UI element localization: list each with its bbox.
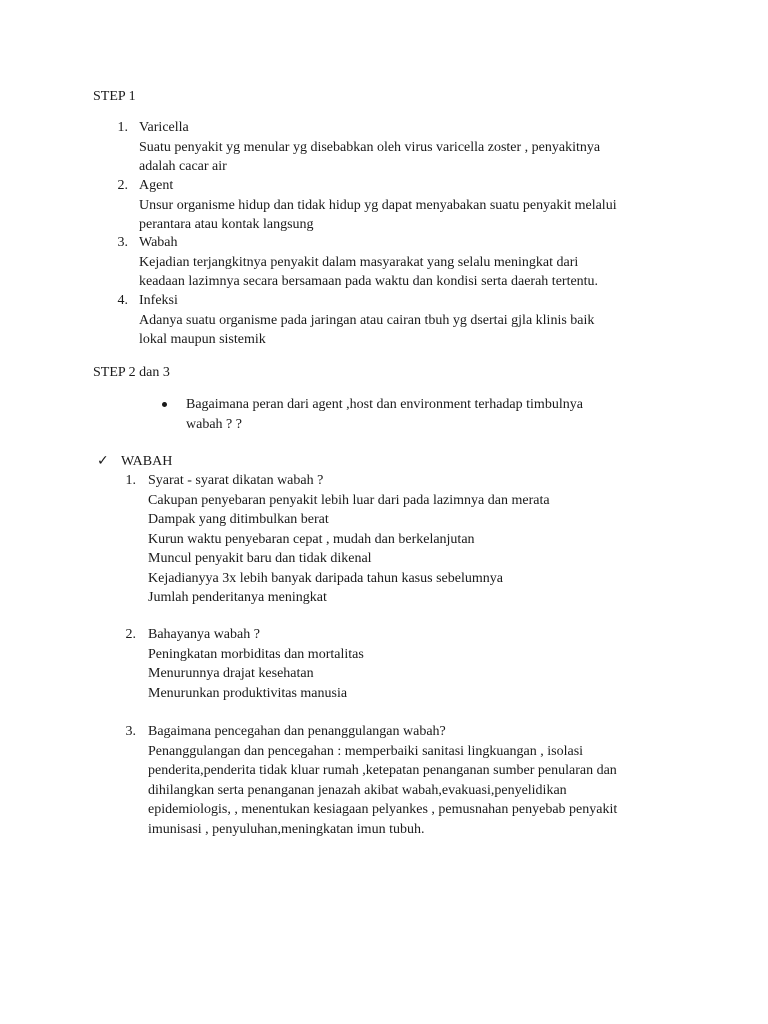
wabah-item-number: 2. [125, 627, 136, 642]
step1-definition-line: Kejadian terjangkitnya penyakit dalam masyarakat yang selalu meningkat dari [139, 254, 579, 270]
step1-item-number: 3. [117, 235, 128, 250]
wabah-answer-line: Menurunnya drajat kesehatan [148, 666, 314, 681]
wabah-answer-line: Muncul penyakit baru dan tidak dikenal [148, 551, 372, 566]
step1-item-number: 1. [117, 120, 128, 135]
step1-term: Varicella [139, 120, 189, 135]
wabah-question: Syarat - syarat dikatan wabah ? [148, 473, 324, 488]
wabah-answer-line: Peningkatan morbiditas dan mortalitas [148, 646, 364, 662]
wabah-answer-line: Jumlah penderitanya meningkat [148, 590, 327, 605]
step1-item [139, 291, 594, 350]
step23-question-line: Bagaimana peran dari agent ,host dan environment terhadap timbulnya [186, 397, 583, 412]
wabah-answer-line: Menurunkan produktivitas manusia [148, 685, 348, 701]
step1-definition-line: lokal maupun sistemik [139, 332, 266, 347]
wabah-answer-line: dihilangkan serta penanganan jenazah akibat wabah,evakuasi,penyelidikan [148, 782, 567, 798]
wabah-heading: WABAH [121, 454, 173, 469]
step1-item [139, 233, 598, 292]
wabah-answer-line: Dampak yang ditimbulkan berat [148, 512, 329, 527]
step1-item-number: 2. [117, 178, 128, 193]
wabah-answer-line: Kurun waktu penyebaran cepat , mudah dan berkelanjutan [148, 531, 475, 547]
wabah-item-number: 3. [125, 724, 136, 739]
step1-definition-line: Suatu penyakit yg menular yg disebabkan oleh virus varicella zoster , penyakitnya [139, 139, 601, 155]
step1-definition-line: Adanya suatu organisme pada jaringan atau cairan tbuh yg dsertai gjla klinis baik [139, 312, 595, 328]
wabah-question: Bagaimana pencegahan dan penanggulangan wabah? [148, 724, 446, 739]
wabah-item [148, 722, 617, 839]
step23-heading: STEP 2 dan 3 [93, 365, 170, 380]
step1-definition-line: Unsur organisme hidup dan tidak hidup yg dapat menyabakan suatu penyakit melalui [139, 197, 617, 213]
wabah-answer-line: penderita,penderita tidak kluar rumah ,ketepatan penanganan sumber penularan dan [148, 763, 617, 778]
wabah-item [148, 625, 364, 703]
step1-definition-line: adalah cacar air [139, 159, 227, 174]
step1-definition-line: perantara atau kontak langsung [139, 217, 314, 232]
checkmark-icon: ✓ [97, 453, 109, 469]
step1-term: Infeksi [139, 293, 178, 308]
wabah-answer-line: Kejadianyya 3x lebih banyak daripada tahun kasus sebelumnya [148, 570, 503, 586]
wabah-answer-line: Cakupan penyebaran penyakit lebih luar dari pada lazimnya dan merata [148, 492, 550, 508]
step1-item [139, 176, 617, 235]
step23-question [186, 395, 583, 434]
step1-heading: STEP 1 [93, 89, 136, 104]
wabah-answer-line: epidemiologis, , menentukan kesiagaan pelyankes , pemusnahan penyebab penyakit [148, 802, 618, 817]
wabah-answer-line: imunisasi , penyuluhan,meningkatan imun tubuh. [148, 821, 425, 837]
wabah-item [148, 471, 550, 608]
step1-term: Agent [139, 178, 174, 193]
wabah-item-number: 1. [125, 473, 136, 488]
wabah-question: Bahayanya wabah ? [148, 627, 260, 642]
step1-item [139, 118, 600, 177]
bullet-icon [162, 402, 167, 407]
wabah-answer-line: Penanggulangan dan pencegahan : memperbaiki sanitasi lingkuangan , isolasi [148, 743, 584, 759]
step1-definition-line: keadaan lazimnya secara bersamaan pada waktu dan kondisi serta daerah tertentu. [139, 274, 599, 289]
step23-question-line: wabah ? ? [186, 416, 242, 432]
step1-item-number: 4. [117, 293, 128, 308]
step1-term: Wabah [139, 235, 178, 250]
